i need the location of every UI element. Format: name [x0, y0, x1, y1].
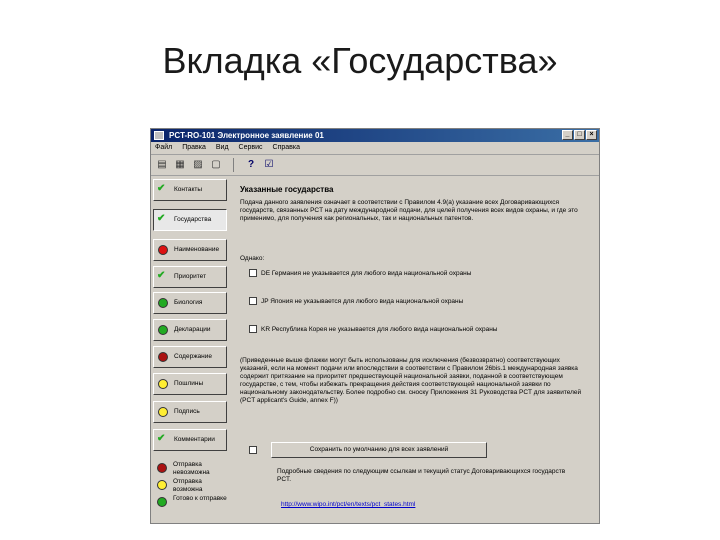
- error-status-icon: [157, 463, 167, 473]
- toolbar: [151, 155, 599, 176]
- nav-comments[interactable]: [153, 429, 227, 451]
- warning-status-icon: [158, 407, 168, 417]
- default-checkbox[interactable]: [249, 446, 257, 454]
- save-default-button[interactable]: Сохранить по умолчанию для всех заявлений: [271, 442, 487, 458]
- check-icon: ✔: [157, 213, 166, 224]
- close-button[interactable]: ×: [586, 130, 597, 140]
- checkbox-label: DE Германия не указывается для любого вида национальной охраны: [261, 269, 472, 277]
- states-panel: [237, 179, 597, 519]
- legend-cannot-send: [153, 461, 227, 477]
- save-icon[interactable]: ▨: [193, 159, 203, 170]
- legend-ready: [153, 495, 227, 503]
- menu-edit[interactable]: Правка: [182, 144, 206, 151]
- title-bar: [151, 129, 599, 142]
- legend-can-send: [153, 478, 227, 494]
- nav-label: Декларации: [174, 326, 211, 333]
- menu-help[interactable]: Справка: [272, 144, 300, 151]
- nav-label: Биология: [174, 299, 203, 306]
- help-icon[interactable]: ?: [247, 159, 255, 170]
- ok-status-icon: [158, 298, 168, 308]
- maximize-button[interactable]: □: [574, 130, 585, 140]
- checkbox-row-jp[interactable]: [249, 297, 463, 305]
- app-icon: [154, 131, 164, 140]
- checkbox-label: JP Япония не указывается для любого вида национальной охраны: [261, 297, 464, 305]
- nav-label: Наименование: [174, 246, 220, 253]
- menu-tools[interactable]: Сервис: [238, 144, 263, 151]
- warning-status-icon: [157, 480, 167, 490]
- nav-label: Государства: [174, 216, 212, 223]
- app-window: [150, 128, 600, 524]
- checkbox[interactable]: [249, 297, 257, 305]
- checkbox[interactable]: [249, 269, 257, 277]
- export-icon[interactable]: ▢: [211, 159, 221, 170]
- nav-priority[interactable]: [153, 266, 227, 288]
- check-icon: ✔: [157, 433, 166, 444]
- nav-label: Контакты: [174, 186, 203, 193]
- nav-signature[interactable]: [153, 401, 227, 423]
- window-controls: [562, 130, 597, 140]
- footer-text: Подробные сведения по следующим ссылкам и текущий статус Договаривающихся государств PCT.: [277, 468, 566, 483]
- menu-file[interactable]: Файл: [155, 144, 173, 151]
- nav-contacts[interactable]: [153, 179, 227, 201]
- sidebar: [153, 179, 229, 519]
- check-icon: ✔: [157, 270, 166, 281]
- legend-label: Готово к отправке: [173, 495, 227, 502]
- however-label: Однако:: [240, 255, 265, 262]
- nav-biology[interactable]: [153, 292, 227, 314]
- nav-declarations[interactable]: [153, 319, 227, 341]
- nav-label: Комментарии: [174, 436, 215, 443]
- nav-contents[interactable]: [153, 346, 227, 368]
- nav-label: Пошлины: [174, 380, 204, 387]
- menu-view[interactable]: Вид: [215, 144, 229, 151]
- check-icon: ✔: [157, 183, 166, 194]
- ok-status-icon: [157, 497, 167, 507]
- nav-title[interactable]: [153, 239, 227, 261]
- nav-states[interactable]: [153, 209, 227, 231]
- new-document-icon[interactable]: ▤: [157, 159, 167, 170]
- nav-label: Содержание: [174, 353, 212, 360]
- window-title: PCT-RO-101 Электронное заявление 01: [169, 131, 324, 140]
- nav-fees[interactable]: [153, 373, 227, 395]
- nav-label: Подпись: [174, 408, 200, 415]
- legend-label: Отправка невозможна: [173, 461, 210, 476]
- nav-label: Приоритет: [174, 273, 207, 280]
- checkbox-label: KR Республика Корея не указывается для любого вида национальной охраны: [261, 325, 498, 333]
- pct-states-link[interactable]: http://www.wipo.int/pct/en/texts/pct_states.html: [281, 501, 416, 508]
- intro-text: Подача данного заявления означает в соответствии с Правилом 4.9(а) указание всех Договаривающихся государств, связанных PCT на дату международной подачи, для целей получения всех видов охраны, и где это применимо, для получения как региональных, так и национальных патентов.: [240, 199, 578, 222]
- ok-status-icon: [158, 325, 168, 335]
- toolbar-separator: [233, 158, 234, 172]
- error-status-icon: [158, 352, 168, 362]
- slide-title: Вкладка «Государства»: [162, 40, 558, 81]
- warning-status-icon: [158, 379, 168, 389]
- note-text: (Приведенные выше флажки могут быть использованы для исключения (безвозвратно) соответствующих указаний, если на момент подачи или впоследствии в соответствии с Правилом 26bis.1 международная заявка содержит притязание на приоритет предшествующей национальной заявки, поданной в соответствующем государстве, с тем, чтобы избежать прекращения действия соответствующей национальной заявки по национальному законодательству. Более подробно см. сноску Приложения 31 Руководства PCT для заявителей (PCT applicant's Guide, annex F)): [240, 357, 582, 404]
- checkbox-row-kr[interactable]: [249, 325, 497, 333]
- menu-bar: [151, 142, 599, 155]
- checkbox-row-de[interactable]: [249, 269, 471, 277]
- minimize-button[interactable]: _: [562, 130, 573, 140]
- checkbox[interactable]: [249, 325, 257, 333]
- validate-icon[interactable]: ☑: [264, 159, 274, 170]
- section-title: Указанные государства: [240, 185, 334, 194]
- legend-label: Отправка возможна: [173, 478, 203, 493]
- print-icon[interactable]: ▦: [175, 159, 185, 170]
- error-status-icon: [158, 245, 168, 255]
